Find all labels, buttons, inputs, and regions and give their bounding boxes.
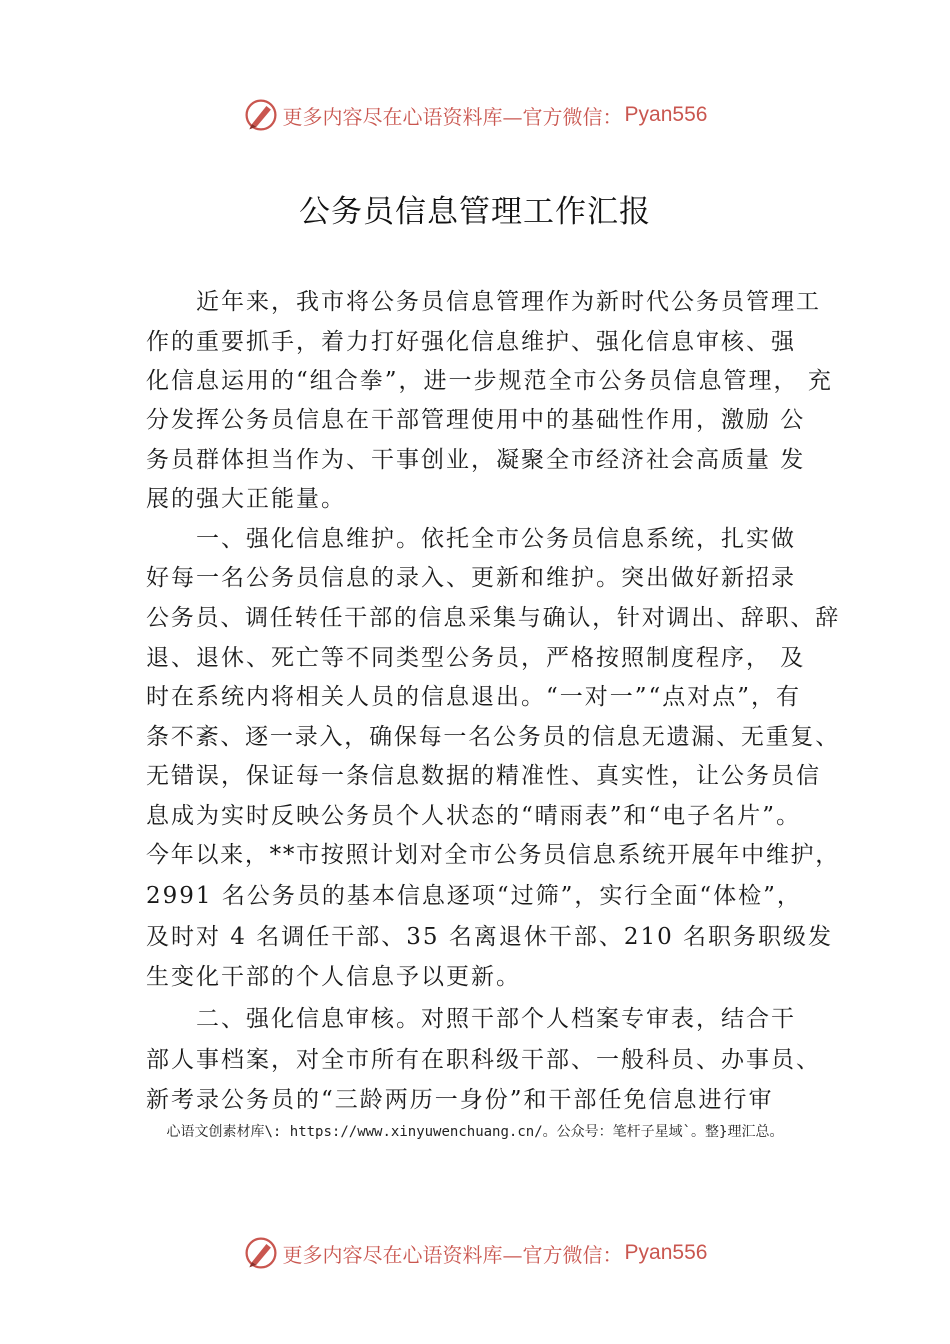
body-line: 分发挥公务员信息在干部管理使用中的基础性作用，激励 公 (146, 407, 806, 433)
body-line: 一、强化信息维护。依托全市公务员信息系统，扎实做 (196, 526, 796, 552)
bottom-banner (0, 1233, 950, 1273)
body-line: 生变化干部的个人信息予以更新。 (146, 964, 521, 990)
body-line: 展的强大正能量。 (146, 486, 346, 512)
body-line: 好每一名公务员信息的录入、更新和维护。突出做好新招录 (146, 565, 796, 591)
pen-logo-icon (243, 97, 279, 133)
banner-text: 更多内容尽在心语资料库—官方微信： (282, 104, 623, 129)
body-line: 息成为实时反映公务员个人状态的“晴雨表”和“电子名片”。 (146, 803, 802, 829)
body-line: 及时对 4 名调任干部、35 名离退休干部、210 名职务职级发 (146, 924, 834, 950)
body-line: 务员群体担当作为、干事创业，凝聚全市经济社会高质量 发 (146, 447, 806, 473)
banner-wechat-id: Pyan556 (624, 103, 708, 126)
source-footer: 心语文创素材库\: https://www.xinyuwenchuang.cn/。公众号：笔杆子星域`。整}理汇总。 (166, 1124, 784, 1140)
body-line: 无错误，保证每一条信息数据的精准性、真实性，让公务员信 (146, 763, 821, 789)
body-line: 今年以来，**市按照计划对全市公务员信息系统开展年中维护， (146, 842, 840, 868)
body-line: 近年来，我市将公务员信息管理作为新时代公务员管理工 (196, 289, 821, 315)
body-line: 公务员、调任转任干部的信息采集与确认，针对调出、辞职、辞 (146, 605, 840, 631)
banner-text: 更多内容尽在心语资料库—官方微信： (282, 1242, 623, 1267)
body-line: 条不紊、逐一录入，确保每一名公务员的信息无遗漏、无重复、 (146, 724, 840, 750)
body-line: 部人事档案，对全市所有在职科级干部、一般科员、办事员、 (146, 1047, 821, 1073)
top-banner (0, 95, 950, 135)
body-line: 2991 名公务员的基本信息逐项“过筛”，实行全面“体检”， (146, 883, 802, 909)
body-line: 时在系统内将相关人员的信息退出。“一对一”“点对点”，有 (146, 684, 802, 710)
body-line: 化信息运用的“组合拳”，进一步规范全市公务员信息管理， 充 (146, 368, 833, 394)
document-title: 公务员信息管理工作汇报 (299, 194, 651, 230)
body-line: 作的重要抓手，着力打好强化信息维护、强化信息审核、强 (146, 329, 796, 355)
body-line: 新考录公务员的“三龄两历一身份”和干部任免信息进行审 (146, 1087, 774, 1113)
body-line: 二、强化信息审核。对照干部个人档案专审表，结合干 (196, 1006, 796, 1032)
body-line: 退、退休、死亡等不同类型公务员，严格按照制度程序， 及 (146, 645, 806, 671)
banner-wechat-id: Pyan556 (624, 1241, 708, 1264)
pen-logo-icon (243, 1235, 279, 1271)
